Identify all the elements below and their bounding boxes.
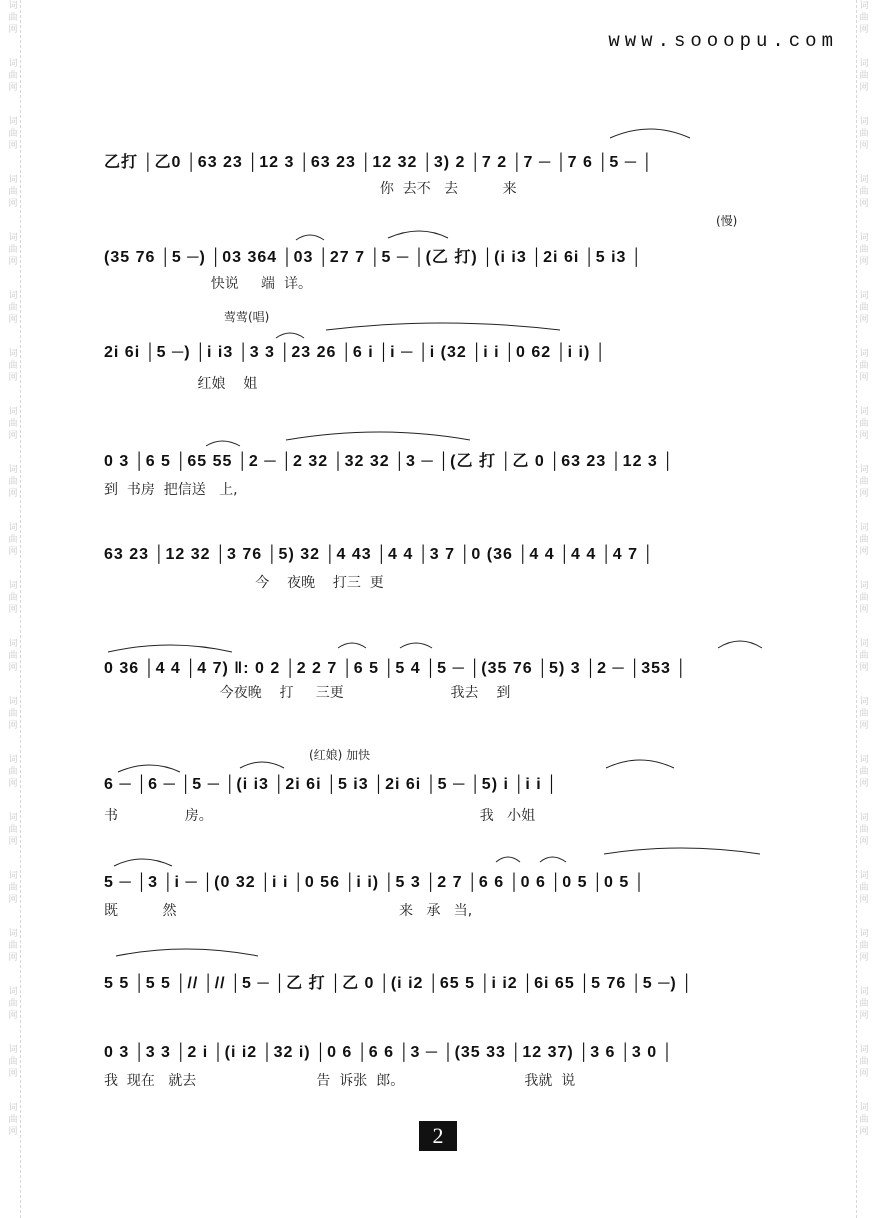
watermark-text: 词曲网 [8,175,18,209]
watermark-text: 词曲网 [859,1,869,35]
watermark-text: 词曲网 [859,1103,869,1137]
watermark-text: 词曲网 [8,465,18,499]
watermark-text: 词曲网 [859,175,869,209]
lyrics: 红娘 姐 [104,376,258,392]
lyrics: 到 书房 把信送 上, [104,482,238,498]
watermark-text: 词曲网 [8,581,18,615]
watermark-text: 词曲网 [859,117,869,151]
watermark-text: 词曲网 [8,523,18,557]
notation: 63 23 │12 32 │3 76 │5) 32 │4 43 │4 4 │3 7 │0 (36 │4 4 │4 4 │4 7 │ [104,546,655,563]
lyrics: 我 现在 就去 告 诉张 郎。 我就 说 [104,1073,576,1089]
watermark-text: 词曲网 [859,697,869,731]
watermark-text: 词曲网 [8,929,18,963]
watermark-text: 词曲网 [859,755,869,789]
lyrics: 书 房。 我 小姐 [104,808,536,824]
watermark-text: 词曲网 [859,59,869,93]
watermark-text: 词曲网 [8,291,18,325]
watermark-text: 词曲网 [8,871,18,905]
watermark-text: 词曲网 [859,407,869,441]
watermark-text: 词曲网 [859,523,869,557]
watermark-text: 词曲网 [8,1045,18,1079]
notation: 5 ─ │3 │i ─ │(0 32 │i i │0 56 │i i) │5 3 │2 7 │6 6 │0 6 │0 5 │0 5 │ [104,874,646,891]
watermark-text: 词曲网 [8,117,18,151]
watermark-text: 词曲网 [8,813,18,847]
watermark-text: 词曲网 [859,639,869,673]
watermark-text: 词曲网 [8,349,18,383]
notation: 6 ─ │6 ─ │5 ─ │(i i3 │2i 6i │5 i3 │2i 6i │5 ─ │5) i │i i │ [104,776,559,793]
role-tempo-mark: (红娘) 加快 [309,748,371,762]
watermark-text: 词曲网 [859,813,869,847]
watermark-text: 词曲网 [8,407,18,441]
watermark-text: 词曲网 [8,755,18,789]
tempo-mark: (慢) [716,214,738,228]
watermark-text: 词曲网 [8,1103,18,1137]
watermark-text: 词曲网 [859,581,869,615]
watermark-text: 词曲网 [8,639,18,673]
role-mark: 莺莺(唱) [224,310,270,324]
watermark-text: 词曲网 [859,1045,869,1079]
notation: 0 3 │6 5 │65 55 │2 ─ │2 32 │32 32 │3 ─ │(乙 打 │乙 0 │63 23 │12 3 │ [104,453,675,470]
notation: 2i 6i │5 ─) │i i3 │3 3 │23 26 │6 i │i ─ │i (32 │i i │0 62 │i i) │ [104,344,607,361]
notation: (35 76 │5 ─) │03 364 │03 │27 7 │5 ─ │(乙 打) │(i i3 │2i 6i │5 i3 │ [104,249,643,266]
watermark-text: 词曲网 [8,59,18,93]
watermark-text: 词曲网 [859,987,869,1021]
watermark-text: 词曲网 [859,871,869,905]
watermark-text: 词曲网 [8,233,18,267]
watermark-text: 词曲网 [8,1,18,35]
page-number: 2 [419,1121,457,1151]
watermark-text: 词曲网 [859,929,869,963]
watermark-text: 词曲网 [859,349,869,383]
lyrics: 既 然 来 承 当, [104,903,473,919]
notation: 5 5 │5 5 │// │// │5 ─ │乙 打 │乙 0 │(i i2 │65 5 │i i2 │6i 65 │5 76 │5 ─) │ [104,975,694,992]
notation: 0 36 │4 4 │4 7) ‖: 0 2 │2 2 7 │6 5 │5 4 │5 ─ │(35 76 │5) 3 │2 ─ │353 │ [104,660,688,677]
site-url: www.sooopu.com [608,30,838,52]
watermark-text: 词曲网 [859,465,869,499]
lyrics: 今 夜晚 打三 更 [104,575,384,591]
watermark-text: 词曲网 [859,291,869,325]
watermark-text: 词曲网 [8,697,18,731]
lyrics: 今夜晚 打 三更 我去 到 [104,685,511,701]
lyrics: 你 去不 去 来 [104,181,517,197]
notation: 乙打 │乙0 │63 23 │12 3 │63 23 │12 32 │3) 2 │7 2 │7 ─ │7 6 │5 ─ │ [104,154,654,171]
watermark-text: 词曲网 [8,987,18,1021]
watermark-text: 词曲网 [859,233,869,267]
notation: 0 3 │3 3 │2 i │(i i2 │32 i) │0 6 │6 6 │3 ─ │(35 33 │12 37) │3 6 │3 0 │ [104,1044,674,1061]
lyrics: 快说 端 详。 [104,276,312,292]
